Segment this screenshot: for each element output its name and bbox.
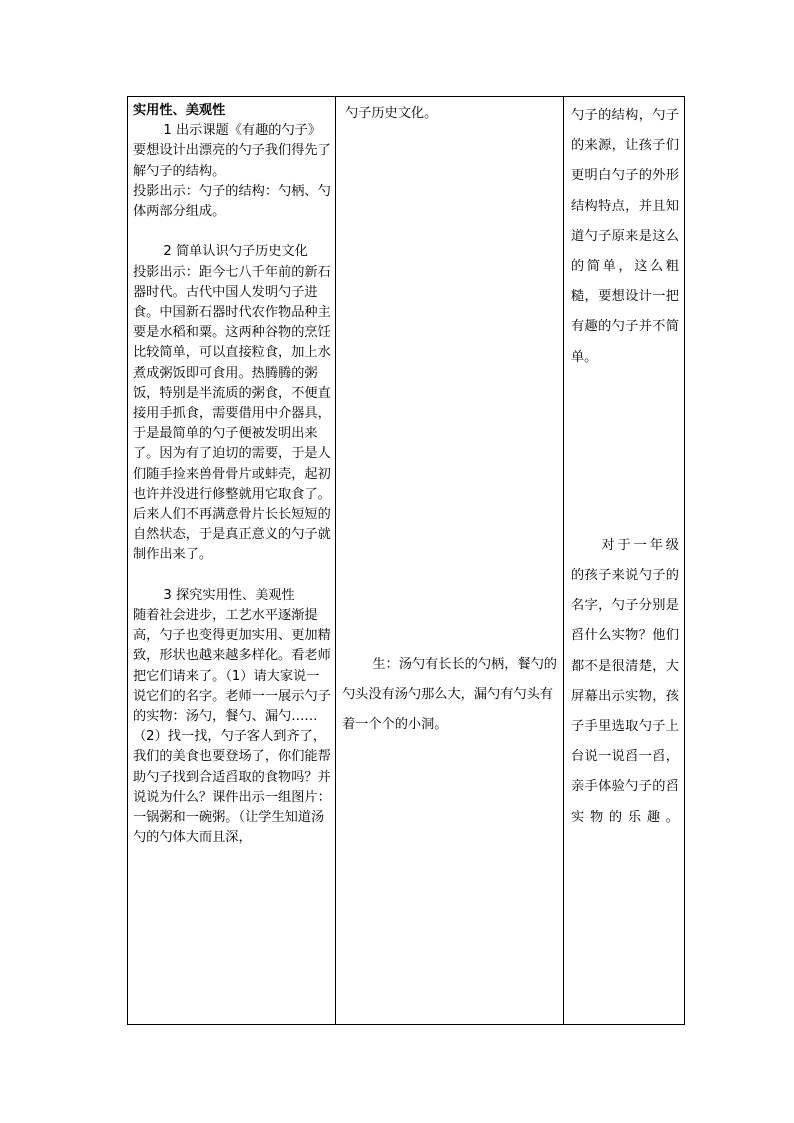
section-1-text-2: 投影出示：勺子的结构：勺柄、勺体两部分组成。	[133, 183, 331, 220]
section-1-title: 1 出示课题《有趣的勺子》	[163, 123, 322, 139]
lesson-plan-table	[127, 96, 685, 1025]
teaching-process-cell	[128, 97, 336, 1024]
section-2-text: 投影出示：距今七八千年前的新石器时代。古代中国人发明勺子进食。中国新石器时代农作物品种主要是水稻和粟。这两种谷物的烹饪比较简单，可以直接粒食，加上水煮成粥饭即可食用。热腾腾的粥饭，特别是半流质的粥食，不便直接用手抓食，需要借用中介器具，于是最简单的勺子便被发明出来了。因为有了迫切的需要，于是人们随手捡来兽骨骨片或蚌壳，起初也许并没进行修整就用它取食了。后来人们不再满意骨片长长短短的自然状态，于是真正意义的勺子就制作出来了。	[133, 264, 331, 563]
section-2-title: 2 简单认识勺子历史文化	[163, 244, 308, 260]
section-1-text-1: 要想设计出漂亮的勺子我们得先了解勺子的结构。	[133, 143, 331, 179]
design-intent-cell	[564, 97, 684, 1024]
cell-heading: 实用性、美观性	[133, 103, 226, 118]
student-activity-text-2: 生：汤勺有长长的勺柄，餐勺的勺头没有汤勺那么大，漏勺有勺头有着一个个的小洞。	[342, 657, 557, 732]
paragraph-gap	[133, 222, 331, 242]
section-3-text: 随着社会进步，工艺水平逐渐提高，勺子也变得更加实用、更加精致，形状也越来越多样化。看老师把它们请来了。（1）请大家说一说它们的名字。老师一一展示勺子的实物：汤勺，餐勺、漏勺……（2）找一找，勺子客人到齐了，我们的美食也要登场了，你们能帮助勺子找到合适舀取的食物吗？并说说为什么？课件出示一组图片：一锅粥和一碗粥。（让学生知道汤勺的勺体大而且深，	[133, 608, 331, 846]
section-3-title: 3 探究实用性、美观性	[163, 587, 295, 603]
student-activity-text-1: 勺子历史文化。	[345, 106, 438, 121]
student-activity-cell	[336, 97, 564, 1024]
design-intent-text-2: 对于一年级的孩子来说勺子的名字，勺子分别是舀什么实物？他们都不是很清楚，大屏幕出示实物，孩子手里选取勺子上台说一说舀一舀，亲手体验勺子的舀实物的乐趣。	[571, 537, 679, 825]
design-intent-text-1: 勺子的结构，勺子的来源，让孩子们更明白勺子的外形结构特点，并且知道勺子原来是这么的简单，这么粗糙，要想设计一把有趣的勺子并不简单。	[571, 108, 679, 365]
paragraph-gap	[133, 566, 331, 586]
